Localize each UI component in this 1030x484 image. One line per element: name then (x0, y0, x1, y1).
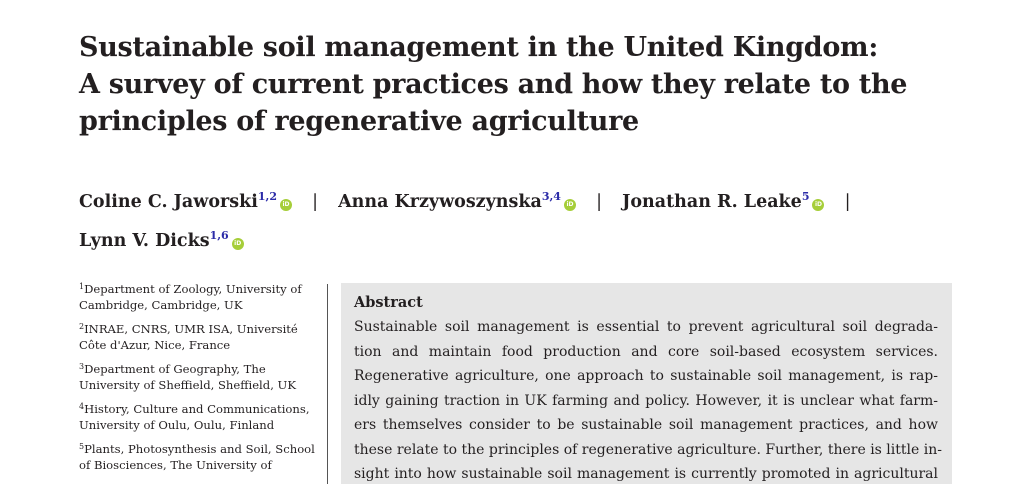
abstract-heading: Abstract (354, 294, 423, 311)
author-separator: | (844, 192, 851, 212)
affiliation-item (79, 439, 319, 473)
affiliation-link[interactable]: 1,2 (257, 190, 277, 203)
orcid-icon[interactable]: iD (564, 199, 576, 211)
title-line: A survey of current practices and how they relate to the (79, 69, 908, 100)
affiliation-text: Department of Geography, The (84, 362, 266, 376)
author-separator: | (312, 192, 318, 212)
author-entry (338, 192, 582, 212)
author-line (79, 219, 864, 258)
orcid-icon[interactable]: iD (812, 199, 824, 211)
affiliation-item (79, 359, 319, 393)
affiliation-link[interactable]: 1,6 (209, 229, 229, 242)
abstract-line: idly gaining traction in UK farming and policy. However, it is unclear what farm- (354, 392, 938, 409)
affiliation-text: History, Culture and Communications, (84, 402, 310, 416)
author-name: Coline C. Jaworski (79, 192, 258, 212)
affiliation-link[interactable]: 5 (801, 190, 810, 203)
abstract-line: ers themselves consider to be sustainable soil management practices, and how (354, 417, 938, 433)
author-entry (79, 231, 244, 251)
affiliation-text: University of Oulu, Oulu, Finland (79, 418, 275, 432)
affiliation-text: Plants, Photosynthesis and Soil, School (84, 442, 315, 456)
affiliation-item (79, 319, 319, 353)
affiliation-number: 3 (79, 362, 85, 371)
affiliation-text: University of Sheffield, Sheffield, UK (79, 378, 296, 392)
title-line: Sustainable soil management in the United Kingdom: (79, 32, 878, 63)
affiliation-item (79, 399, 319, 433)
affiliation-text: of Biosciences, The University of (79, 458, 272, 472)
abstract-line: tion and maintain food production and core soil-based ecosystem services. (354, 343, 938, 360)
author-name: Lynn V. Dicks (79, 231, 210, 251)
abstract-line: Sustainable soil management is essential to prevent agricultural soil degrada- (354, 319, 938, 335)
author-entry (622, 192, 831, 212)
author-name: Anna Krzywoszynska (338, 192, 542, 212)
abstract-line: these relate to the principles of regenerative agriculture. Further, there is little in- (354, 441, 942, 458)
author-line (79, 180, 864, 219)
abstract-line: sight into how sustainable soil management is currently promoted in agricultural (354, 466, 938, 482)
author-entry (79, 192, 298, 212)
author-name: Jonathan R. Leake (622, 192, 802, 212)
paper-title (79, 29, 959, 140)
column-divider (327, 284, 328, 484)
abstract-box (341, 283, 952, 484)
abstract-body (354, 315, 942, 484)
affiliations-column (79, 279, 319, 479)
author-list (79, 180, 864, 258)
affiliation-number: 5 (79, 442, 85, 451)
affiliation-number: 1 (79, 282, 85, 291)
affiliation-number: 4 (79, 402, 85, 411)
affiliation-text: Côte d'Azur, Nice, France (79, 338, 231, 352)
affiliation-number: 2 (79, 322, 85, 331)
abstract-line: Regenerative agriculture, one approach to sustainable soil management, is rap- (354, 368, 938, 384)
orcid-icon[interactable]: iD (280, 199, 292, 211)
title-line: principles of regenerative agriculture (79, 106, 639, 137)
affiliation-text: INRAE, CNRS, UMR ISA, Université (84, 322, 298, 336)
author-separator: | (596, 192, 602, 212)
affiliation-link[interactable]: 3,4 (541, 190, 561, 203)
affiliation-text: Cambridge, Cambridge, UK (79, 298, 243, 312)
orcid-icon[interactable]: iD (232, 238, 244, 250)
affiliation-text: Department of Zoology, University of (84, 282, 302, 296)
affiliation-item (79, 279, 319, 313)
